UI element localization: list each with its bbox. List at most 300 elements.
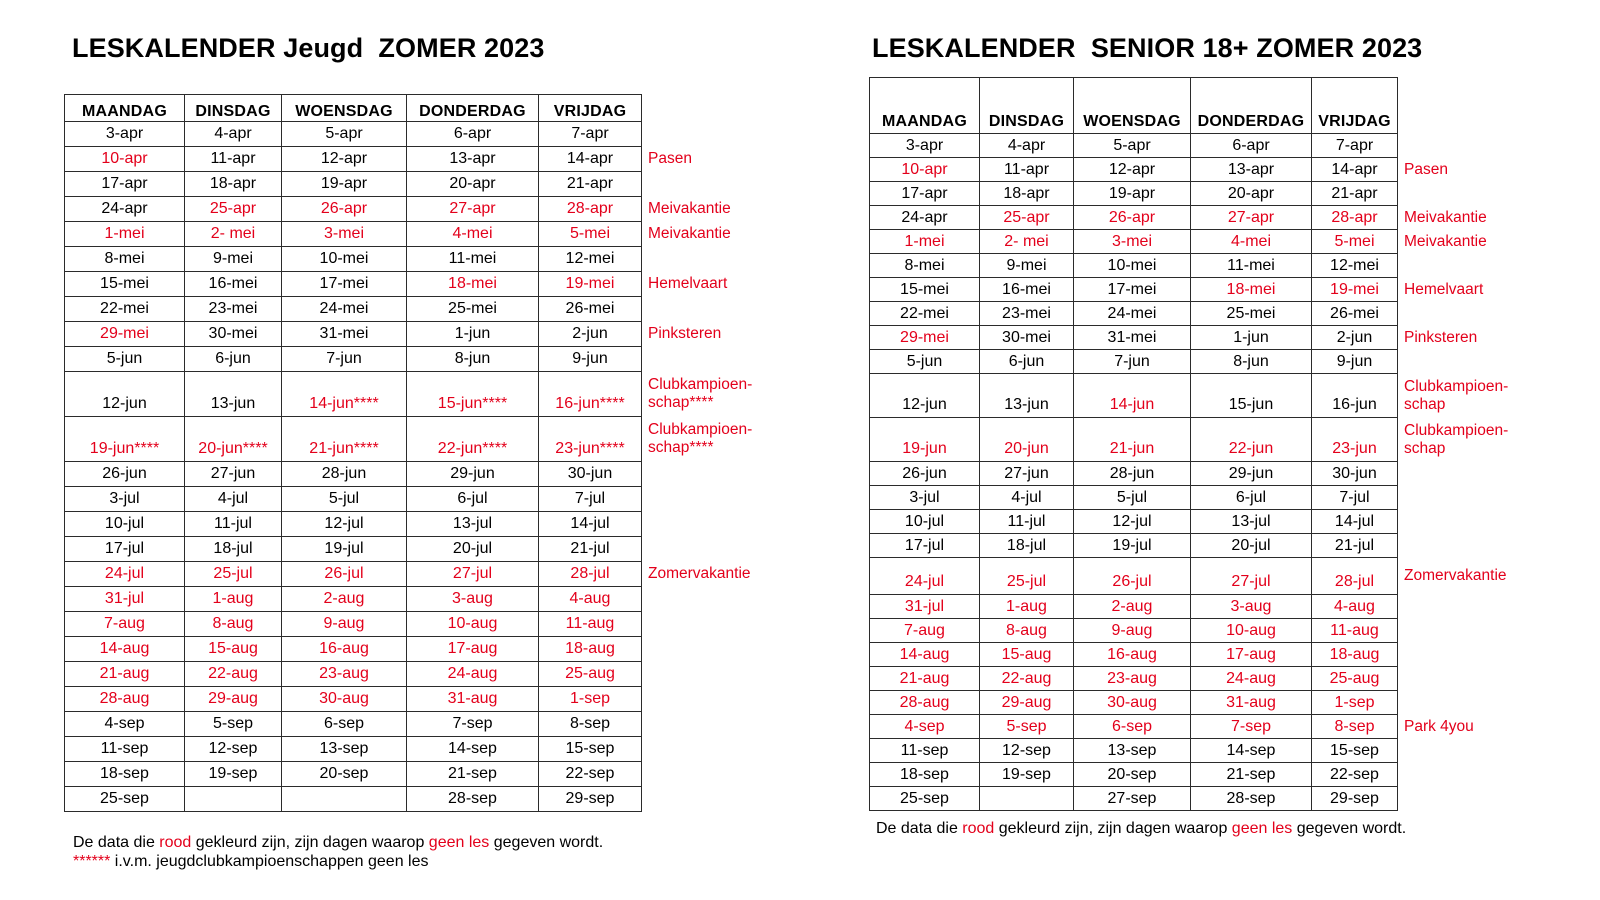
date-cell-donderdag: 22-jun: [1191, 418, 1312, 462]
holiday-note: [642, 687, 772, 712]
date-cell-vrijdag: 5-mei: [539, 222, 642, 247]
header-row: [65, 95, 772, 122]
date-cell-dinsdag: 8-aug: [980, 619, 1074, 643]
week-row: [870, 158, 1528, 182]
week-row: [870, 595, 1528, 619]
date-cell-donderdag: 22-jun****: [407, 417, 539, 462]
holiday-note: [1398, 486, 1528, 510]
date-cell-vrijdag: 7-apr: [1312, 134, 1398, 158]
week-row: [65, 637, 772, 662]
date-cell-donderdag: 28-sep: [407, 787, 539, 812]
holiday-note: [1398, 595, 1528, 619]
week-row: [65, 172, 772, 197]
date-cell-dinsdag: 19-sep: [185, 762, 282, 787]
holiday-note: [642, 762, 772, 787]
date-cell-vrijdag: 30-jun: [1312, 462, 1398, 486]
date-cell-vrijdag: 7-jul: [1312, 486, 1398, 510]
week-row: [65, 417, 772, 462]
date-cell-woensdag: 16-aug: [282, 637, 407, 662]
holiday-note: Clubkampioen- schap: [1404, 421, 1509, 457]
holiday-note: [1398, 534, 1528, 558]
date-cell-dinsdag: 20-jun****: [185, 417, 282, 462]
date-cell-dinsdag: 4-jul: [185, 487, 282, 512]
week-row: [65, 272, 772, 297]
date-cell-vrijdag: 25-aug: [539, 662, 642, 687]
holiday-note: Pasen: [1404, 160, 1448, 178]
week-row: [65, 462, 772, 487]
date-cell-vrijdag: 16-jun: [1312, 374, 1398, 418]
holiday-note: Pinksteren: [648, 325, 722, 342]
holiday-note: Hemelvaart: [1404, 280, 1484, 298]
date-cell-vrijdag: 11-aug: [539, 612, 642, 637]
week-row: [65, 737, 772, 762]
date-cell-maandag: 18-sep: [870, 763, 980, 787]
date-cell-donderdag: 17-aug: [1191, 643, 1312, 667]
footnote-red-word: rood: [962, 820, 995, 837]
date-cell-vrijdag: 14-apr: [539, 147, 642, 172]
date-cell-woensdag: 3-mei: [1074, 230, 1191, 254]
date-cell-woensdag: [282, 787, 407, 812]
holiday-note: [642, 172, 772, 197]
date-cell-maandag: 17-apr: [870, 182, 980, 206]
date-cell-woensdag: 30-aug: [1074, 691, 1191, 715]
date-cell-dinsdag: 15-aug: [980, 643, 1074, 667]
footnote-text: gekleurd zijn, zijn dagen waarop: [994, 820, 1232, 837]
date-cell-woensdag: 28-jun: [282, 462, 407, 487]
date-cell-donderdag: 3-aug: [1191, 595, 1312, 619]
date-cell-donderdag: 11-mei: [1191, 254, 1312, 278]
holiday-note: [1398, 739, 1528, 763]
date-cell-woensdag: 26-jul: [282, 562, 407, 587]
date-cell-dinsdag: 4-apr: [980, 134, 1074, 158]
date-cell-woensdag: 19-apr: [1074, 182, 1191, 206]
holiday-note: Meivakantie: [1404, 232, 1487, 250]
date-cell-woensdag: 9-aug: [282, 612, 407, 637]
week-row: [870, 787, 1528, 811]
date-cell-maandag: 3-apr: [870, 134, 980, 158]
date-cell-maandag: 29-mei: [65, 322, 185, 347]
date-cell-vrijdag: 18-aug: [539, 637, 642, 662]
date-cell-dinsdag: 29-aug: [185, 687, 282, 712]
week-row: [870, 486, 1528, 510]
date-cell-maandag: 3-apr: [65, 122, 185, 147]
date-cell-vrijdag: 2-jun: [539, 322, 642, 347]
holiday-note: [1398, 134, 1528, 158]
date-cell-maandag: 26-jun: [65, 462, 185, 487]
date-cell-maandag: 15-mei: [65, 272, 185, 297]
holiday-note: Pasen: [648, 150, 692, 167]
date-cell-maandag: 10-jul: [65, 512, 185, 537]
holiday-note: [642, 587, 772, 612]
date-cell-maandag: 29-mei: [870, 326, 980, 350]
holiday-note: [642, 787, 772, 812]
week-row: [65, 322, 772, 347]
date-cell-dinsdag: 1-aug: [980, 595, 1074, 619]
holiday-note: [642, 347, 772, 372]
date-cell-woensdag: 31-mei: [1074, 326, 1191, 350]
date-cell-vrijdag: 7-jul: [539, 487, 642, 512]
header-maandag: MAANDAG: [870, 78, 980, 134]
holiday-note: [1398, 619, 1528, 643]
date-cell-woensdag: 19-jul: [282, 537, 407, 562]
date-cell-woensdag: 5-apr: [282, 122, 407, 147]
date-cell-dinsdag: 2- mei: [980, 230, 1074, 254]
date-cell-dinsdag: 6-jun: [980, 350, 1074, 374]
date-cell-maandag: 15-mei: [870, 278, 980, 302]
date-cell-dinsdag: 22-aug: [980, 667, 1074, 691]
date-cell-dinsdag: 25-apr: [185, 197, 282, 222]
date-cell-woensdag: 26-apr: [282, 197, 407, 222]
date-cell-dinsdag: 8-aug: [185, 612, 282, 637]
date-cell-maandag: 28-aug: [870, 691, 980, 715]
date-cell-woensdag: 14-jun: [1074, 374, 1191, 418]
date-cell-donderdag: 6-apr: [1191, 134, 1312, 158]
date-cell-dinsdag: 22-aug: [185, 662, 282, 687]
date-cell-donderdag: 10-aug: [1191, 619, 1312, 643]
date-cell-vrijdag: 15-sep: [539, 737, 642, 762]
holiday-note: Clubkampioen- schap: [1404, 377, 1509, 413]
holiday-note: [642, 537, 772, 562]
holiday-note: [642, 712, 772, 737]
date-cell-maandag: 21-aug: [65, 662, 185, 687]
date-cell-woensdag: 13-sep: [1074, 739, 1191, 763]
date-cell-dinsdag: 25-apr: [980, 206, 1074, 230]
holiday-note: [642, 737, 772, 762]
date-cell-dinsdag: 9-mei: [980, 254, 1074, 278]
week-row: [65, 687, 772, 712]
senior-rows: [870, 134, 1528, 811]
week-row: [65, 347, 772, 372]
date-cell-dinsdag: 11-apr: [185, 147, 282, 172]
date-cell-woensdag: 16-aug: [1074, 643, 1191, 667]
date-cell-maandag: 4-sep: [870, 715, 980, 739]
header-vrijdag: VRIJDAG: [539, 95, 642, 122]
date-cell-woensdag: 6-sep: [282, 712, 407, 737]
holiday-note: Clubkampioen- schap****: [648, 376, 753, 411]
holiday-note: [642, 662, 772, 687]
week-row: [870, 715, 1528, 739]
date-cell-vrijdag: 28-apr: [539, 197, 642, 222]
senior-calendar-table: [869, 77, 1528, 811]
date-cell-donderdag: 27-jul: [407, 562, 539, 587]
date-cell-donderdag: 1-jun: [407, 322, 539, 347]
holiday-note: [1398, 510, 1528, 534]
date-cell-maandag: 19-jun****: [65, 417, 185, 462]
date-cell-donderdag: 29-jun: [407, 462, 539, 487]
week-row: [65, 712, 772, 737]
date-cell-woensdag: 5-jul: [282, 487, 407, 512]
jeugd-calendar-table: [64, 94, 772, 812]
holiday-note: Meivakantie: [648, 225, 731, 242]
footnote-text: gegeven wordt.: [489, 834, 604, 851]
week-row: [65, 512, 772, 537]
date-cell-donderdag: 27-apr: [1191, 206, 1312, 230]
date-cell-donderdag: 6-jul: [1191, 486, 1312, 510]
date-cell-donderdag: 24-aug: [407, 662, 539, 687]
date-cell-donderdag: 17-aug: [407, 637, 539, 662]
date-cell-vrijdag: 1-sep: [1312, 691, 1398, 715]
week-row: [65, 122, 772, 147]
week-row: [65, 372, 772, 417]
date-cell-donderdag: 28-sep: [1191, 787, 1312, 811]
date-cell-dinsdag: 15-aug: [185, 637, 282, 662]
date-cell-woensdag: 12-apr: [282, 147, 407, 172]
date-cell-woensdag: 23-aug: [1074, 667, 1191, 691]
week-row: [870, 374, 1528, 418]
date-cell-woensdag: 21-jun****: [282, 417, 407, 462]
header-dinsdag: DINSDAG: [185, 95, 282, 122]
date-cell-dinsdag: 11-jul: [185, 512, 282, 537]
header-note-spacer: [1398, 78, 1528, 134]
header-maandag: MAANDAG: [65, 95, 185, 122]
week-row: [65, 222, 772, 247]
date-cell-maandag: 8-mei: [65, 247, 185, 272]
jeugd-title: LESKALENDER Jeugd ZOMER 2023: [72, 33, 545, 63]
date-cell-maandag: 24-jul: [65, 562, 185, 587]
date-cell-woensdag: 23-aug: [282, 662, 407, 687]
holiday-note: Meivakantie: [1404, 208, 1487, 226]
footnote-text: De data die: [876, 820, 963, 837]
date-cell-donderdag: 20-jul: [407, 537, 539, 562]
date-cell-dinsdag: 23-mei: [980, 302, 1074, 326]
holiday-note: [1398, 462, 1528, 486]
date-cell-donderdag: 31-aug: [1191, 691, 1312, 715]
date-cell-donderdag: 4-mei: [407, 222, 539, 247]
date-cell-donderdag: 6-apr: [407, 122, 539, 147]
date-cell-vrijdag: 22-sep: [539, 762, 642, 787]
date-cell-maandag: 10-apr: [65, 147, 185, 172]
date-cell-vrijdag: 21-apr: [539, 172, 642, 197]
week-row: [870, 254, 1528, 278]
date-cell-dinsdag: 11-apr: [980, 158, 1074, 182]
week-row: [870, 350, 1528, 374]
date-cell-donderdag: 20-apr: [1191, 182, 1312, 206]
date-cell-maandag: 5-jun: [870, 350, 980, 374]
date-cell-woensdag: 13-sep: [282, 737, 407, 762]
header-row: [870, 78, 1528, 134]
date-cell-dinsdag: 12-sep: [980, 739, 1074, 763]
holiday-note: Hemelvaart: [648, 275, 728, 292]
date-cell-donderdag: 13-apr: [407, 147, 539, 172]
holiday-note: [1398, 787, 1528, 811]
jeugd-footnote-stars: [73, 853, 428, 871]
footnote-text: gegeven wordt.: [1292, 820, 1407, 837]
date-cell-dinsdag: 29-aug: [980, 691, 1074, 715]
date-cell-vrijdag: 28-jul: [1312, 558, 1398, 595]
week-row: [870, 763, 1528, 787]
date-cell-dinsdag: [980, 787, 1074, 811]
header-dinsdag: DINSDAG: [980, 78, 1074, 134]
date-cell-donderdag: 7-sep: [1191, 715, 1312, 739]
week-row: [870, 182, 1528, 206]
date-cell-donderdag: 3-aug: [407, 587, 539, 612]
date-cell-woensdag: 9-aug: [1074, 619, 1191, 643]
date-cell-dinsdag: 18-apr: [185, 172, 282, 197]
date-cell-donderdag: 15-jun****: [407, 372, 539, 417]
date-cell-maandag: 12-jun: [870, 374, 980, 418]
date-cell-vrijdag: 29-sep: [539, 787, 642, 812]
date-cell-dinsdag: 25-jul: [980, 558, 1074, 595]
date-cell-donderdag: 24-aug: [1191, 667, 1312, 691]
date-cell-donderdag: 10-aug: [407, 612, 539, 637]
date-cell-donderdag: 13-apr: [1191, 158, 1312, 182]
date-cell-donderdag: 14-sep: [1191, 739, 1312, 763]
footnote-red-word: geen les: [428, 834, 490, 851]
footnote-text: De data die: [73, 834, 160, 851]
date-cell-maandag: 18-sep: [65, 762, 185, 787]
date-cell-vrijdag: 28-apr: [1312, 206, 1398, 230]
date-cell-maandag: 28-aug: [65, 687, 185, 712]
date-cell-dinsdag: [185, 787, 282, 812]
date-cell-vrijdag: 5-mei: [1312, 230, 1398, 254]
date-cell-maandag: 24-apr: [65, 197, 185, 222]
week-row: [870, 739, 1528, 763]
header-vrijdag: VRIJDAG: [1312, 78, 1398, 134]
date-cell-vrijdag: 4-aug: [1312, 595, 1398, 619]
date-cell-woensdag: 5-apr: [1074, 134, 1191, 158]
date-cell-vrijdag: 23-jun: [1312, 418, 1398, 462]
week-row: [870, 326, 1528, 350]
holiday-note: [1398, 763, 1528, 787]
week-row: [870, 643, 1528, 667]
date-cell-dinsdag: 6-jun: [185, 347, 282, 372]
holiday-note: [642, 512, 772, 537]
date-cell-vrijdag: 9-jun: [1312, 350, 1398, 374]
date-cell-maandag: 4-sep: [65, 712, 185, 737]
week-row: [870, 558, 1528, 595]
date-cell-maandag: 3-jul: [65, 487, 185, 512]
date-cell-maandag: 10-jul: [870, 510, 980, 534]
date-cell-maandag: 3-jul: [870, 486, 980, 510]
date-cell-donderdag: 27-apr: [407, 197, 539, 222]
date-cell-vrijdag: 14-apr: [1312, 158, 1398, 182]
date-cell-donderdag: 29-jun: [1191, 462, 1312, 486]
senior-title: LESKALENDER SENIOR 18+ ZOMER 2023: [872, 33, 1423, 63]
date-cell-maandag: 8-mei: [870, 254, 980, 278]
date-cell-dinsdag: 5-sep: [980, 715, 1074, 739]
date-cell-donderdag: 27-jul: [1191, 558, 1312, 595]
date-cell-vrijdag: 2-jun: [1312, 326, 1398, 350]
date-cell-dinsdag: 11-jul: [980, 510, 1074, 534]
date-cell-woensdag: 7-jun: [282, 347, 407, 372]
date-cell-maandag: 7-aug: [870, 619, 980, 643]
footnote-stars: ******: [73, 853, 111, 870]
date-cell-dinsdag: 13-jun: [185, 372, 282, 417]
holiday-note: Pinksteren: [1404, 328, 1478, 346]
week-row: [65, 787, 772, 812]
holiday-note: [1398, 350, 1528, 374]
date-cell-maandag: 17-apr: [65, 172, 185, 197]
date-cell-vrijdag: 9-jun: [539, 347, 642, 372]
date-cell-donderdag: 11-mei: [407, 247, 539, 272]
date-cell-woensdag: 20-sep: [282, 762, 407, 787]
date-cell-woensdag: 30-aug: [282, 687, 407, 712]
date-cell-donderdag: 6-jul: [407, 487, 539, 512]
date-cell-dinsdag: 27-jun: [980, 462, 1074, 486]
date-cell-woensdag: 17-mei: [1074, 278, 1191, 302]
week-row: [870, 667, 1528, 691]
date-cell-woensdag: 3-mei: [282, 222, 407, 247]
date-cell-woensdag: 27-sep: [1074, 787, 1191, 811]
date-cell-dinsdag: 9-mei: [185, 247, 282, 272]
date-cell-maandag: 12-jun: [65, 372, 185, 417]
date-cell-woensdag: 20-sep: [1074, 763, 1191, 787]
date-cell-dinsdag: 30-mei: [185, 322, 282, 347]
date-cell-maandag: 31-jul: [65, 587, 185, 612]
date-cell-vrijdag: 14-jul: [1312, 510, 1398, 534]
date-cell-vrijdag: 11-aug: [1312, 619, 1398, 643]
date-cell-dinsdag: 18-apr: [980, 182, 1074, 206]
jeugd-rows: [65, 122, 772, 812]
week-row: [870, 278, 1528, 302]
date-cell-donderdag: 20-apr: [407, 172, 539, 197]
date-cell-dinsdag: 4-apr: [185, 122, 282, 147]
date-cell-dinsdag: 19-sep: [980, 763, 1074, 787]
date-cell-dinsdag: 16-mei: [185, 272, 282, 297]
jeugd-footnote: [73, 834, 603, 852]
header-note-spacer: [642, 95, 772, 122]
date-cell-maandag: 11-sep: [65, 737, 185, 762]
date-cell-woensdag: 26-jul: [1074, 558, 1191, 595]
week-row: [870, 534, 1528, 558]
date-cell-dinsdag: 16-mei: [980, 278, 1074, 302]
holiday-note: Zomervakantie: [1404, 567, 1507, 584]
week-row: [65, 662, 772, 687]
holiday-note: [642, 297, 772, 322]
week-row: [65, 147, 772, 172]
date-cell-maandag: 25-sep: [870, 787, 980, 811]
date-cell-maandag: 14-aug: [65, 637, 185, 662]
holiday-note: [1398, 643, 1528, 667]
date-cell-donderdag: 13-jul: [1191, 510, 1312, 534]
date-cell-maandag: 17-jul: [65, 537, 185, 562]
week-row: [870, 418, 1528, 462]
week-row: [65, 247, 772, 272]
date-cell-vrijdag: 8-sep: [1312, 715, 1398, 739]
date-cell-woensdag: 5-jul: [1074, 486, 1191, 510]
date-cell-woensdag: 26-apr: [1074, 206, 1191, 230]
holiday-note: Clubkampioen- schap****: [648, 421, 753, 456]
holiday-note: [642, 487, 772, 512]
week-row: [870, 691, 1528, 715]
footnote-text: gekleurd zijn, zijn dagen waarop: [191, 834, 429, 851]
date-cell-vrijdag: 1-sep: [539, 687, 642, 712]
date-cell-donderdag: 18-mei: [1191, 278, 1312, 302]
date-cell-dinsdag: 23-mei: [185, 297, 282, 322]
week-row: [870, 462, 1528, 486]
date-cell-woensdag: 2-aug: [282, 587, 407, 612]
date-cell-woensdag: 28-jun: [1074, 462, 1191, 486]
date-cell-donderdag: 25-mei: [407, 297, 539, 322]
date-cell-dinsdag: 25-jul: [185, 562, 282, 587]
date-cell-vrijdag: 30-jun: [539, 462, 642, 487]
date-cell-dinsdag: 13-jun: [980, 374, 1074, 418]
date-cell-woensdag: 14-jun****: [282, 372, 407, 417]
week-row: [65, 562, 772, 587]
date-cell-donderdag: 4-mei: [1191, 230, 1312, 254]
header-woensdag: WOENSDAG: [282, 95, 407, 122]
header-donderdag: DONDERDAG: [1191, 78, 1312, 134]
date-cell-vrijdag: 28-jul: [539, 562, 642, 587]
week-row: [65, 762, 772, 787]
senior-footnote: [876, 820, 1406, 838]
date-cell-woensdag: 31-mei: [282, 322, 407, 347]
date-cell-woensdag: 19-jul: [1074, 534, 1191, 558]
date-cell-maandag: 1-mei: [65, 222, 185, 247]
date-cell-maandag: 22-mei: [870, 302, 980, 326]
holiday-note: [642, 122, 772, 147]
date-cell-donderdag: 8-jun: [1191, 350, 1312, 374]
